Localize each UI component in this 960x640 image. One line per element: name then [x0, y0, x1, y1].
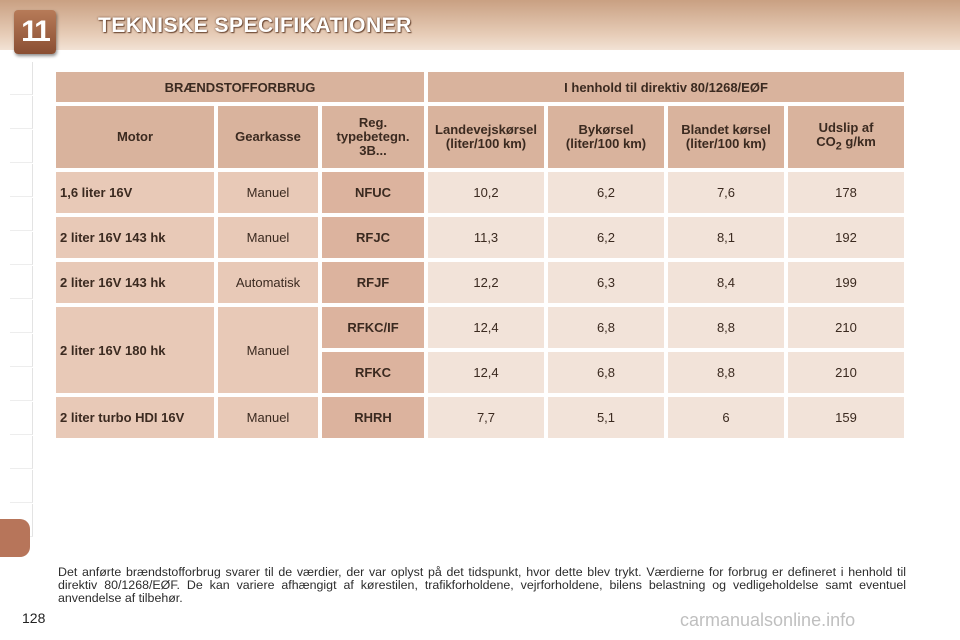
cell-mixed: 6: [668, 397, 784, 438]
side-tab[interactable]: [10, 130, 33, 163]
col-header-gear: Gearkasse: [218, 106, 318, 168]
cell-motor: 2 liter turbo HDI 16V: [56, 397, 214, 438]
cell-co2: 210: [788, 352, 904, 393]
col-header-code: [322, 106, 424, 168]
side-tab-active[interactable]: [0, 519, 30, 557]
cell-motor: 1,6 liter 16V: [56, 172, 214, 213]
col-header-code-line1: Reg.: [358, 115, 388, 130]
col-header-city-line1: Bykørsel: [578, 122, 634, 137]
col-header-mixed-line2: (liter/100 km): [685, 136, 767, 151]
cell-motor: 2 liter 16V 143 hk: [56, 217, 214, 258]
cell-city: 6,2: [548, 172, 664, 213]
col-header-co2-sub: 2: [835, 140, 842, 153]
table-row: [56, 307, 904, 348]
page-title: TEKNISKE SPECIFIKATIONER: [98, 14, 412, 37]
cell-co2: 199: [788, 262, 904, 303]
cell-mixed: 8,8: [668, 307, 784, 348]
cell-mixed: 8,1: [668, 217, 784, 258]
cell-road: 12,2: [428, 262, 544, 303]
watermark: carmanualsonline.info: [680, 610, 856, 630]
col-header-city-line2: (liter/100 km): [565, 136, 647, 151]
cell-gear: Manuel: [218, 397, 318, 438]
cell-code: RFKC: [322, 352, 424, 393]
table-column-header: [56, 106, 904, 168]
side-tab[interactable]: [10, 402, 33, 435]
cell-code: RFKC/IF: [322, 307, 424, 348]
side-tab[interactable]: [10, 266, 33, 299]
cell-co2: 159: [788, 397, 904, 438]
page-number: 128: [22, 610, 46, 626]
cell-co2: 178: [788, 172, 904, 213]
cell-road: 12,4: [428, 307, 544, 348]
side-tab-strip: [0, 62, 34, 562]
group-header-left: BRÆNDSTOFFORBRUG: [56, 72, 424, 102]
cell-motor: 2 liter 16V 143 hk: [56, 262, 214, 303]
cell-co2: 210: [788, 307, 904, 348]
side-tab[interactable]: [10, 334, 33, 367]
side-tab[interactable]: [10, 470, 33, 503]
table-row: [56, 397, 904, 438]
col-header-mixed-line1: Blandet kørsel: [681, 122, 771, 137]
cell-road: 10,2: [428, 172, 544, 213]
cell-mixed: 8,4: [668, 262, 784, 303]
table-row: [56, 262, 904, 303]
cell-city: 6,3: [548, 262, 664, 303]
cell-gear: Manuel: [218, 307, 318, 393]
col-header-code-line3: 3B...: [359, 143, 387, 158]
cell-gear: Manuel: [218, 217, 318, 258]
side-tab[interactable]: [10, 300, 33, 333]
cell-motor: 2 liter 16V 180 hk: [56, 307, 214, 393]
cell-road: 11,3: [428, 217, 544, 258]
side-tab[interactable]: [10, 198, 33, 231]
col-header-co2: [788, 106, 904, 168]
side-tab[interactable]: [10, 96, 33, 129]
cell-city: 5,1: [548, 397, 664, 438]
col-header-code-line2: typebetegn.: [336, 129, 410, 144]
side-tab[interactable]: [10, 368, 33, 401]
table-row: [56, 172, 904, 213]
cell-code: RFJF: [322, 262, 424, 303]
col-header-road: [428, 106, 544, 168]
cell-city: 6,8: [548, 352, 664, 393]
cell-gear: Manuel: [218, 172, 318, 213]
col-header-co2-line2: CO: [816, 133, 836, 149]
cell-code: RFJC: [322, 217, 424, 258]
cell-mixed: 7,6: [668, 172, 784, 213]
cell-code: NFUC: [322, 172, 424, 213]
cell-city: 6,2: [548, 217, 664, 258]
col-header-road-line2: (liter/100 km): [445, 136, 527, 151]
table-group-header: [56, 72, 904, 102]
table-row: [56, 217, 904, 258]
fuel-consumption-table: [52, 68, 908, 442]
col-header-mixed: [668, 106, 784, 168]
cell-gear: Automatisk: [218, 262, 318, 303]
cell-road: 7,7: [428, 397, 544, 438]
footnote: Det anførte brændstofforbrug svarer til de værdier, der var oplyst på det tidspunkt, hvor dette blev trykt. Værdierne for forbrug er defineret i henhold til direktiv 80/1268/EØF. De kan variere afhængigt af kørestilen, trafikforholdene, vejrforholdene, bilens belastning og vedligeholdelse samt eventuel anvendelse af tilbehør.: [58, 565, 906, 605]
cell-road: 12,4: [428, 352, 544, 393]
col-header-road-line1: Landevejskørsel: [435, 122, 537, 137]
cell-mixed: 8,8: [668, 352, 784, 393]
col-header-city: [548, 106, 664, 168]
side-tab[interactable]: [10, 232, 33, 265]
side-tab[interactable]: [10, 62, 33, 95]
col-header-co2-unit: g/km: [841, 133, 876, 149]
side-tab[interactable]: [10, 164, 33, 197]
group-header-right: I henhold til direktiv 80/1268/EØF: [428, 72, 904, 102]
col-header-motor: Motor: [56, 106, 214, 168]
col-header-co2-line1: Udslip af: [818, 119, 874, 135]
side-tab[interactable]: [10, 436, 33, 469]
cell-code: RHRH: [322, 397, 424, 438]
cell-co2: 192: [788, 217, 904, 258]
cell-city: 6,8: [548, 307, 664, 348]
chapter-badge: 11: [14, 10, 56, 54]
